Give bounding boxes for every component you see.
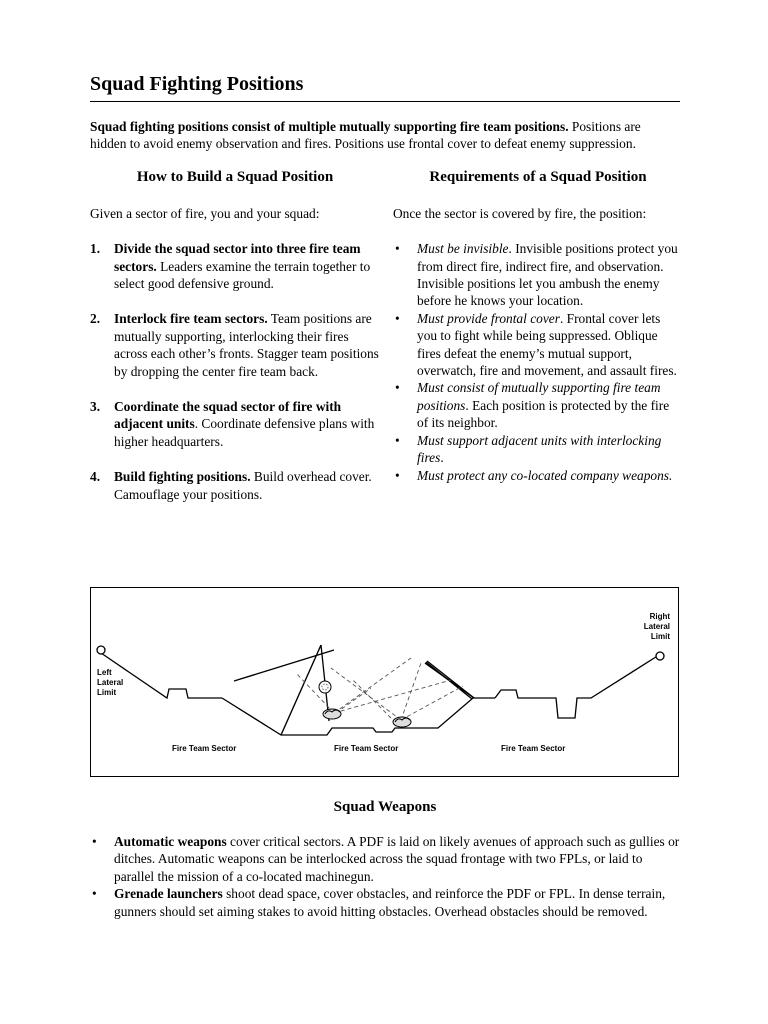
build-step: [90, 240, 380, 292]
bullet-icon: •: [395, 310, 400, 326]
center-terrain: [222, 698, 495, 735]
weapon-text: shoot dead space, cover obstacles, and reinforce the PDF or FPL. In dense terrain, gunners should set aiming stakes to avoid hitting obstacles. Overhead obstacles should be removed.: [114, 886, 666, 919]
document-page: [90, 70, 680, 551]
page-title: Squad Fighting Positions: [90, 70, 680, 102]
build-step: [90, 398, 380, 450]
right-limit-label-1: Right: [649, 612, 670, 621]
intro-paragraph: [90, 118, 680, 153]
step-text: . Coordinate defensive plans with higher headquarters.: [114, 416, 375, 449]
terrain-line: [101, 653, 659, 735]
weapon-bold: Automatic weapons: [114, 834, 227, 849]
step-text: Leaders examine the terrain together to select good defensive ground.: [114, 258, 371, 292]
bullet-icon: •: [92, 886, 97, 902]
weapons-list: [90, 833, 680, 920]
step-bold: Coordinate the squad sector of fire with adjacent units: [114, 399, 342, 432]
weapon-bold: Grenade launchers: [114, 886, 223, 902]
weapon-text: cover critical sectors. A PDF is laid on likely avenues of approach such as gullies or ditches. Automatic weapons can be interlocked across the squad frontage with two FPLs, or laid to parallel the mission of a co-located machinegun.: [114, 834, 680, 884]
build-step: [90, 468, 380, 503]
requirement-item: [393, 240, 683, 310]
requirement-text: .: [440, 450, 444, 466]
requirement-text: . Each position is protected by the fire of its neighbor.: [417, 397, 670, 431]
right-limit-label-3: Limit: [650, 632, 670, 641]
right-terrain: [495, 655, 659, 718]
step-bold: Build fighting positions.: [114, 469, 251, 485]
weapon-item: [90, 885, 680, 920]
build-column: [90, 167, 380, 521]
right-limit-label-2: Lateral: [643, 622, 670, 631]
bullet-icon: •: [395, 432, 400, 448]
requirement-item: [393, 379, 683, 431]
left-limit-label-3: Limit: [97, 688, 117, 697]
center-sector-left-limit: [281, 645, 321, 735]
left-terrain: [101, 653, 222, 698]
build-heading: How to Build a Squad Position: [136, 168, 334, 185]
step-number: 1.: [90, 241, 101, 257]
requirement-item: [393, 467, 683, 484]
target-reference-icon: [319, 681, 331, 693]
right-sector-label: Fire Team Sector: [501, 744, 566, 753]
requirements-column: [393, 167, 683, 484]
step-number: 3.: [90, 399, 101, 415]
squad-position-diagram: [90, 587, 679, 777]
fighting-position-icon: [323, 709, 341, 719]
requirement-text: . Frontal cover lets you to fight while being suppressed. Oblique fires defeat the enemy’s mutual support, overwatch, fire and movement, and assault fires.: [417, 310, 677, 379]
requirement-item: [393, 432, 683, 467]
requirement-italic: Must provide frontal cover: [417, 310, 560, 326]
left-limit-marker-icon: [97, 646, 105, 654]
bullet-icon: •: [395, 241, 400, 257]
requirement-item: [393, 310, 683, 380]
requirements-list: [393, 240, 683, 484]
build-step: [90, 310, 380, 380]
weapons-heading: Squad Weapons: [333, 799, 437, 815]
step-bold: Divide the squad sector into three fire team sectors.: [114, 241, 361, 274]
left-sector-label: Fire Team Sector: [172, 744, 237, 753]
step-text: Build overhead cover. Camouflage your positions.: [114, 469, 372, 502]
two-column-section: [90, 167, 680, 551]
requirements-lead: Once the sector is covered by fire, the position:: [393, 205, 647, 221]
bullet-icon: •: [395, 467, 400, 483]
center-sector-label: Fire Team Sector: [334, 744, 399, 753]
requirement-italic: Must protect any co-located company weapons.: [417, 467, 673, 483]
bullet-icon: •: [92, 834, 97, 849]
step-number: 4.: [90, 469, 101, 485]
build-lead: Given a sector of fire, you and your squad:: [90, 205, 320, 221]
requirement-italic: Must consist of mutually supporting fire team positions: [417, 380, 661, 413]
fighting-position-icon: [393, 717, 411, 727]
build-steps: [90, 240, 380, 503]
diagram-svg: [91, 588, 678, 776]
step-text: Team positions are mutually supporting, interlocking their fires across each other’s fronts. Stagger team positions by dropping the center fire team back.: [114, 311, 379, 379]
left-limit-label-2: Lateral: [97, 678, 124, 687]
left-limit-label-1: Left: [97, 668, 112, 677]
step-number: 2.: [90, 311, 101, 327]
requirements-heading: Requirements of a Squad Position: [429, 168, 647, 185]
squad-weapons-section: [90, 797, 680, 920]
step-bold: Interlock fire team sectors.: [114, 311, 268, 327]
requirement-italic: Must support adjacent units with interlocking fires: [417, 432, 662, 466]
right-limit-marker-icon: [656, 652, 664, 660]
requirement-italic: Must be invisible: [417, 241, 509, 257]
intro-text: Positions are hidden to avoid enemy observation and fires. Positions use frontal cover to defeat enemy suppression.: [90, 119, 641, 152]
bullet-icon: •: [395, 380, 400, 396]
requirement-text: . Invisible positions protect you from direct fire, indirect fire, and observation. Invisible positions let you ambush the enemy before he knows your location.: [417, 241, 678, 309]
weapon-item: [90, 833, 680, 885]
left-sector-limit: [234, 650, 334, 681]
intro-bold: Squad fighting positions consist of multiple mutually supporting fire team positions.: [90, 119, 569, 134]
